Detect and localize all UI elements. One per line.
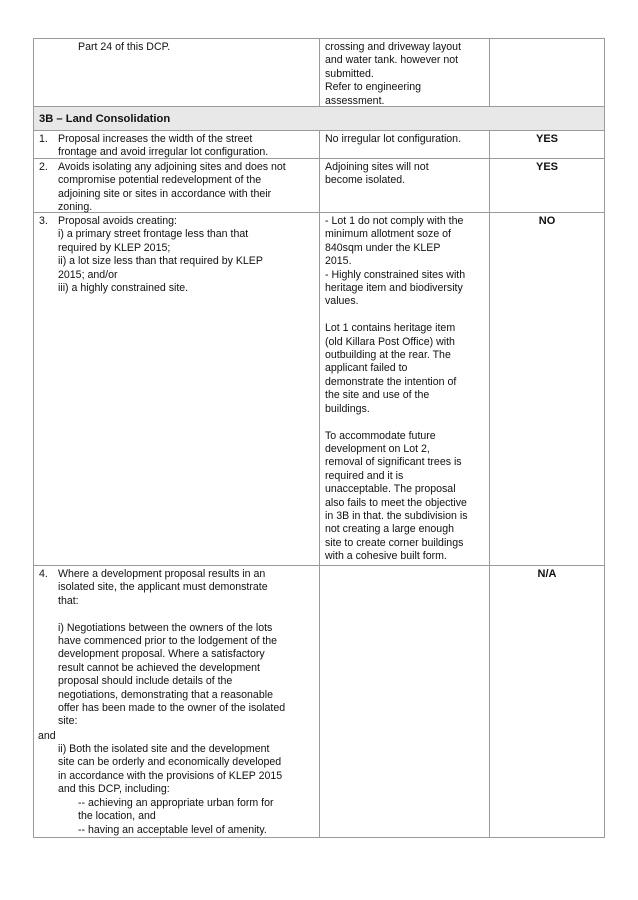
comment-cell — [320, 131, 490, 158]
comment-cell — [320, 213, 490, 565]
result-text: NO — [538, 215, 556, 227]
result-text: YES — [535, 161, 558, 173]
requirement-cell — [34, 131, 320, 158]
row-number: 3. — [39, 215, 48, 227]
section-heading: 3B – Land Consolidation — [39, 113, 171, 125]
table-row — [33, 131, 605, 159]
result-cell — [490, 39, 604, 106]
comment-text: No irregular lot configuration. — [325, 133, 462, 145]
row-number: 4. — [39, 568, 48, 580]
requirement-text: Proposal avoids creating: i) a primary street frontage less than that required by KLEP 2015; ii) a lot size less than that required by KLEP 2015; and/or iii) a highly constrained site. — [58, 215, 263, 295]
requirement-cell — [34, 566, 320, 837]
requirement-text: ii) Both the isolated site and the development site can be orderly and economically developed in accordance with the provisions of KLEP 2015 and this DCP, including: — [58, 743, 283, 796]
row-number: 1. — [39, 133, 48, 145]
requirement-subitems: -- achieving an appropriate urban form for the location, and -- having an acceptable level of amenity. — [78, 797, 274, 836]
requirement-text: Part 24 of this DCP. — [78, 41, 171, 53]
requirement-text: Where a development proposal results in an isolated site, the applicant must demonstrate that: i) Negotiations between the owners of the lots have commenced prior to the lodgement of the development proposal. Where a satisfactory result cannot be achieved the development proposal should include details of the negotiations, demonstrating that a reasonable offer has been made to the owner of the isolated site: — [58, 568, 286, 728]
result-cell — [490, 131, 604, 158]
requirement-cell — [34, 39, 320, 106]
comment-text: crossing and driveway layout and water tank. however not submitted. Refer to engineering assessment. — [325, 41, 462, 107]
table-row — [33, 159, 605, 213]
requirement-cell — [34, 213, 320, 565]
comment-text: - Lot 1 do not comply with the minimum allotment soze of 840sqm under the KLEP 2015. - Highly constrained sites with heritage item and biodiversity values. Lot 1 contains heritage item (old Killara Post Office) with outbuilding at the rear. The applicant failed to demonstrate the intention of the site and use of the buildings. To accommodate future development on Lot 2, removal of significant trees is required and it is unacceptable. The proposal also fails to meet the objective in 3B in that. the subdivision is not creating a large enough site to create corner buildings with a cohesive built form. — [325, 215, 468, 563]
comment-cell — [320, 39, 490, 106]
section-heading-row — [33, 107, 605, 131]
result-text: N/A — [537, 568, 557, 580]
requirement-conjunction: and — [38, 730, 56, 742]
requirement-text: Proposal increases the width of the street frontage and avoid irregular lot configuration. — [58, 133, 269, 159]
comment-cell — [320, 159, 490, 212]
result-cell — [490, 159, 604, 212]
result-cell — [490, 213, 604, 565]
comment-cell — [320, 566, 490, 837]
result-cell — [490, 566, 604, 837]
comment-text: Adjoining sites will not become isolated. — [325, 161, 429, 187]
requirement-cell — [34, 159, 320, 212]
row-number: 2. — [39, 161, 48, 173]
table-row — [33, 38, 605, 107]
table-row — [33, 213, 605, 566]
table-row — [33, 566, 605, 838]
requirement-text: Avoids isolating any adjoining sites and does not compromise potential redevelopment of the adjoining site or sites in accordance with their zoning. — [58, 161, 286, 214]
result-text: YES — [535, 133, 558, 145]
